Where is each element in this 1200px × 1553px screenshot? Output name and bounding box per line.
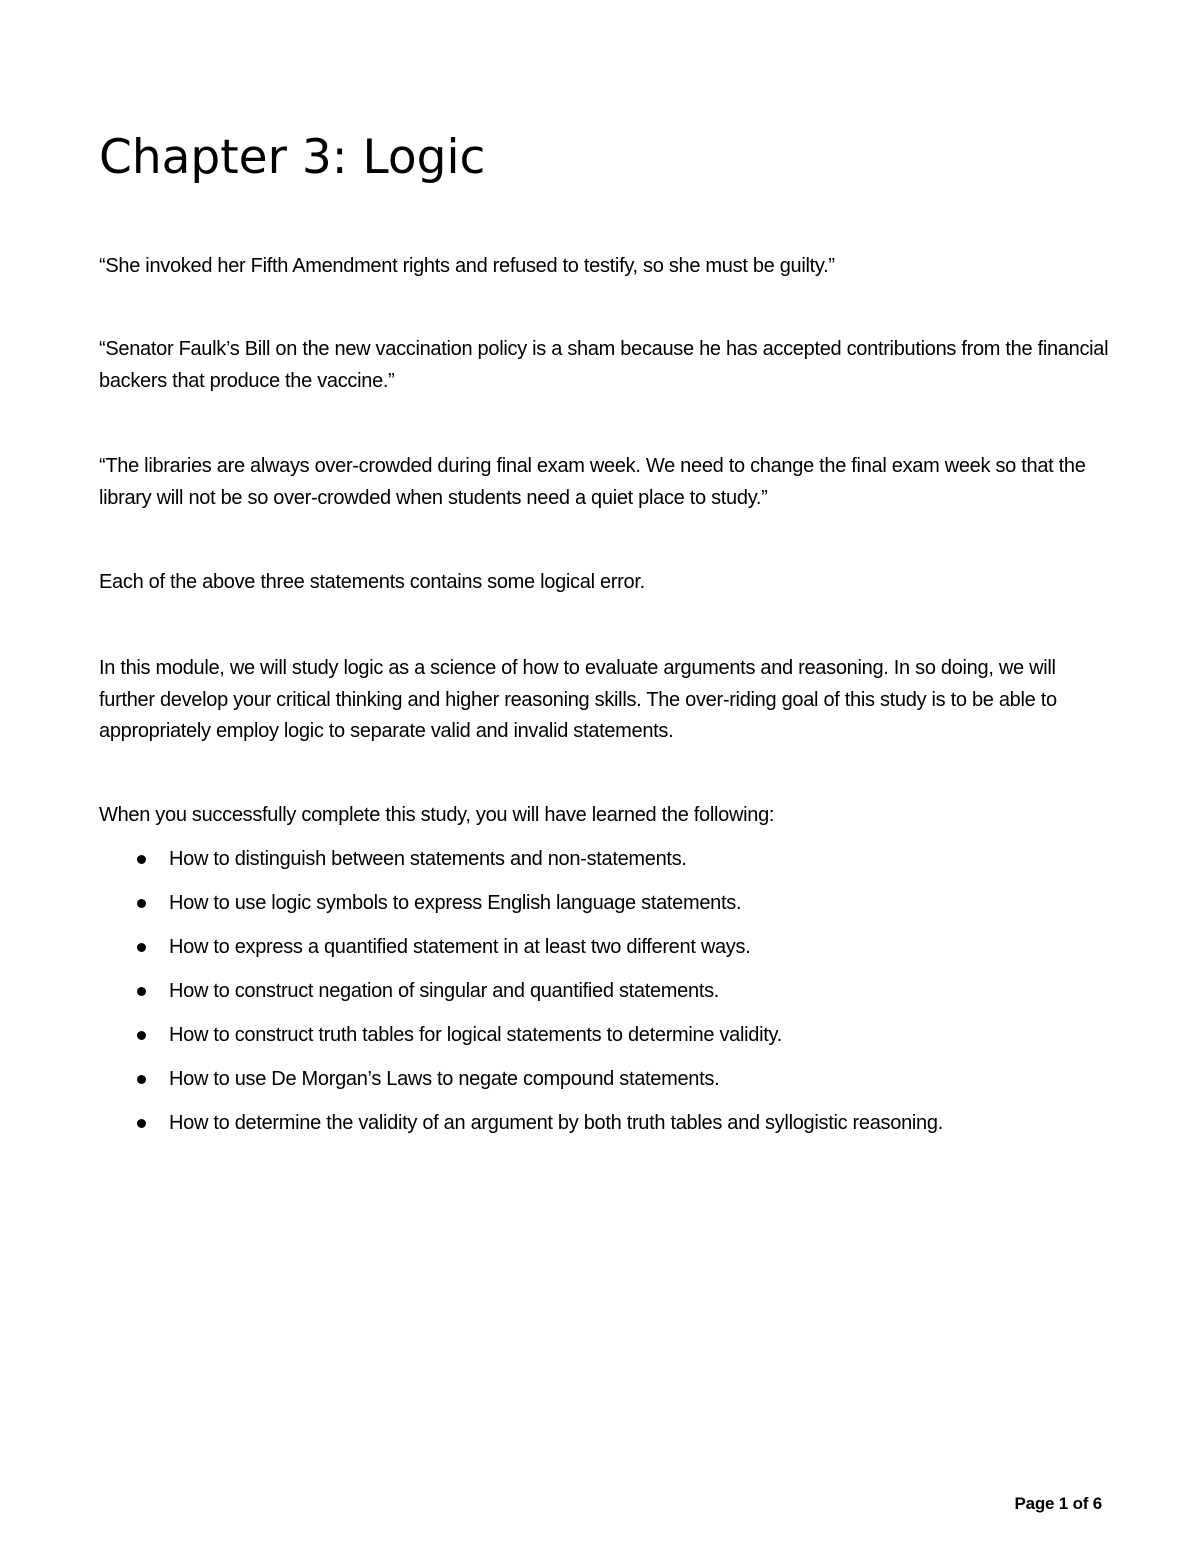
quote-senator-bill: “Senator Faulk’s Bill on the new vaccination policy is a sham because he has accepted contributions from the financial backers that produce the vaccine.” [99, 338, 1109, 392]
bullet-icon [137, 943, 146, 952]
bullet-icon [137, 1031, 146, 1040]
chapter-title: Chapter 3: Logic [99, 130, 486, 185]
bullet-icon [137, 1075, 146, 1084]
quote-libraries: “The libraries are always over-crowded during final exam week. We need to change the final exam week so that the library will not be so over-crowded when students need a quiet place to study.” [99, 455, 1086, 509]
list-item [99, 975, 1109, 1019]
bullet-icon [137, 855, 146, 864]
objective-text: How to distinguish between statements and non-statements. [169, 848, 687, 870]
objective-text: How to construct truth tables for logical statements to determine validity. [169, 1024, 782, 1046]
bullet-icon [137, 987, 146, 996]
list-item [99, 887, 1109, 931]
list-item [99, 1019, 1109, 1063]
list-item [99, 1063, 1109, 1107]
learning-objectives-list [99, 843, 1109, 1151]
objectives-intro: When you successfully complete this study, you will have learned the following: [99, 804, 775, 826]
objective-text: How to determine the validity of an argument by both truth tables and syllogistic reasoning. [169, 1112, 943, 1134]
quote-fifth-amendment: “She invoked her Fifth Amendment rights and refused to testify, so she must be guilty.” [99, 255, 835, 277]
bullet-icon [137, 1119, 146, 1128]
objective-text: How to construct negation of singular and quantified statements. [169, 980, 720, 1002]
summary-paragraph: Each of the above three statements contains some logical error. [99, 571, 645, 593]
module-paragraph: In this module, we will study logic as a science of how to evaluate arguments and reasoning. In so doing, we will further develop your critical thinking and higher reasoning skills. The over-riding goal of this study is to be able to appropriately employ logic to separate valid and invalid statements. [99, 657, 1057, 742]
objective-text: How to use logic symbols to express English language statements. [169, 892, 742, 914]
objective-text: How to use De Morgan’s Laws to negate compound statements. [169, 1068, 720, 1090]
page-number: Page 1 of 6 [1014, 1494, 1102, 1513]
list-item [99, 1107, 1109, 1151]
list-item [99, 931, 1109, 975]
list-item [99, 843, 1109, 887]
bullet-icon [137, 899, 146, 908]
objective-text: How to express a quantified statement in at least two different ways. [169, 936, 751, 958]
